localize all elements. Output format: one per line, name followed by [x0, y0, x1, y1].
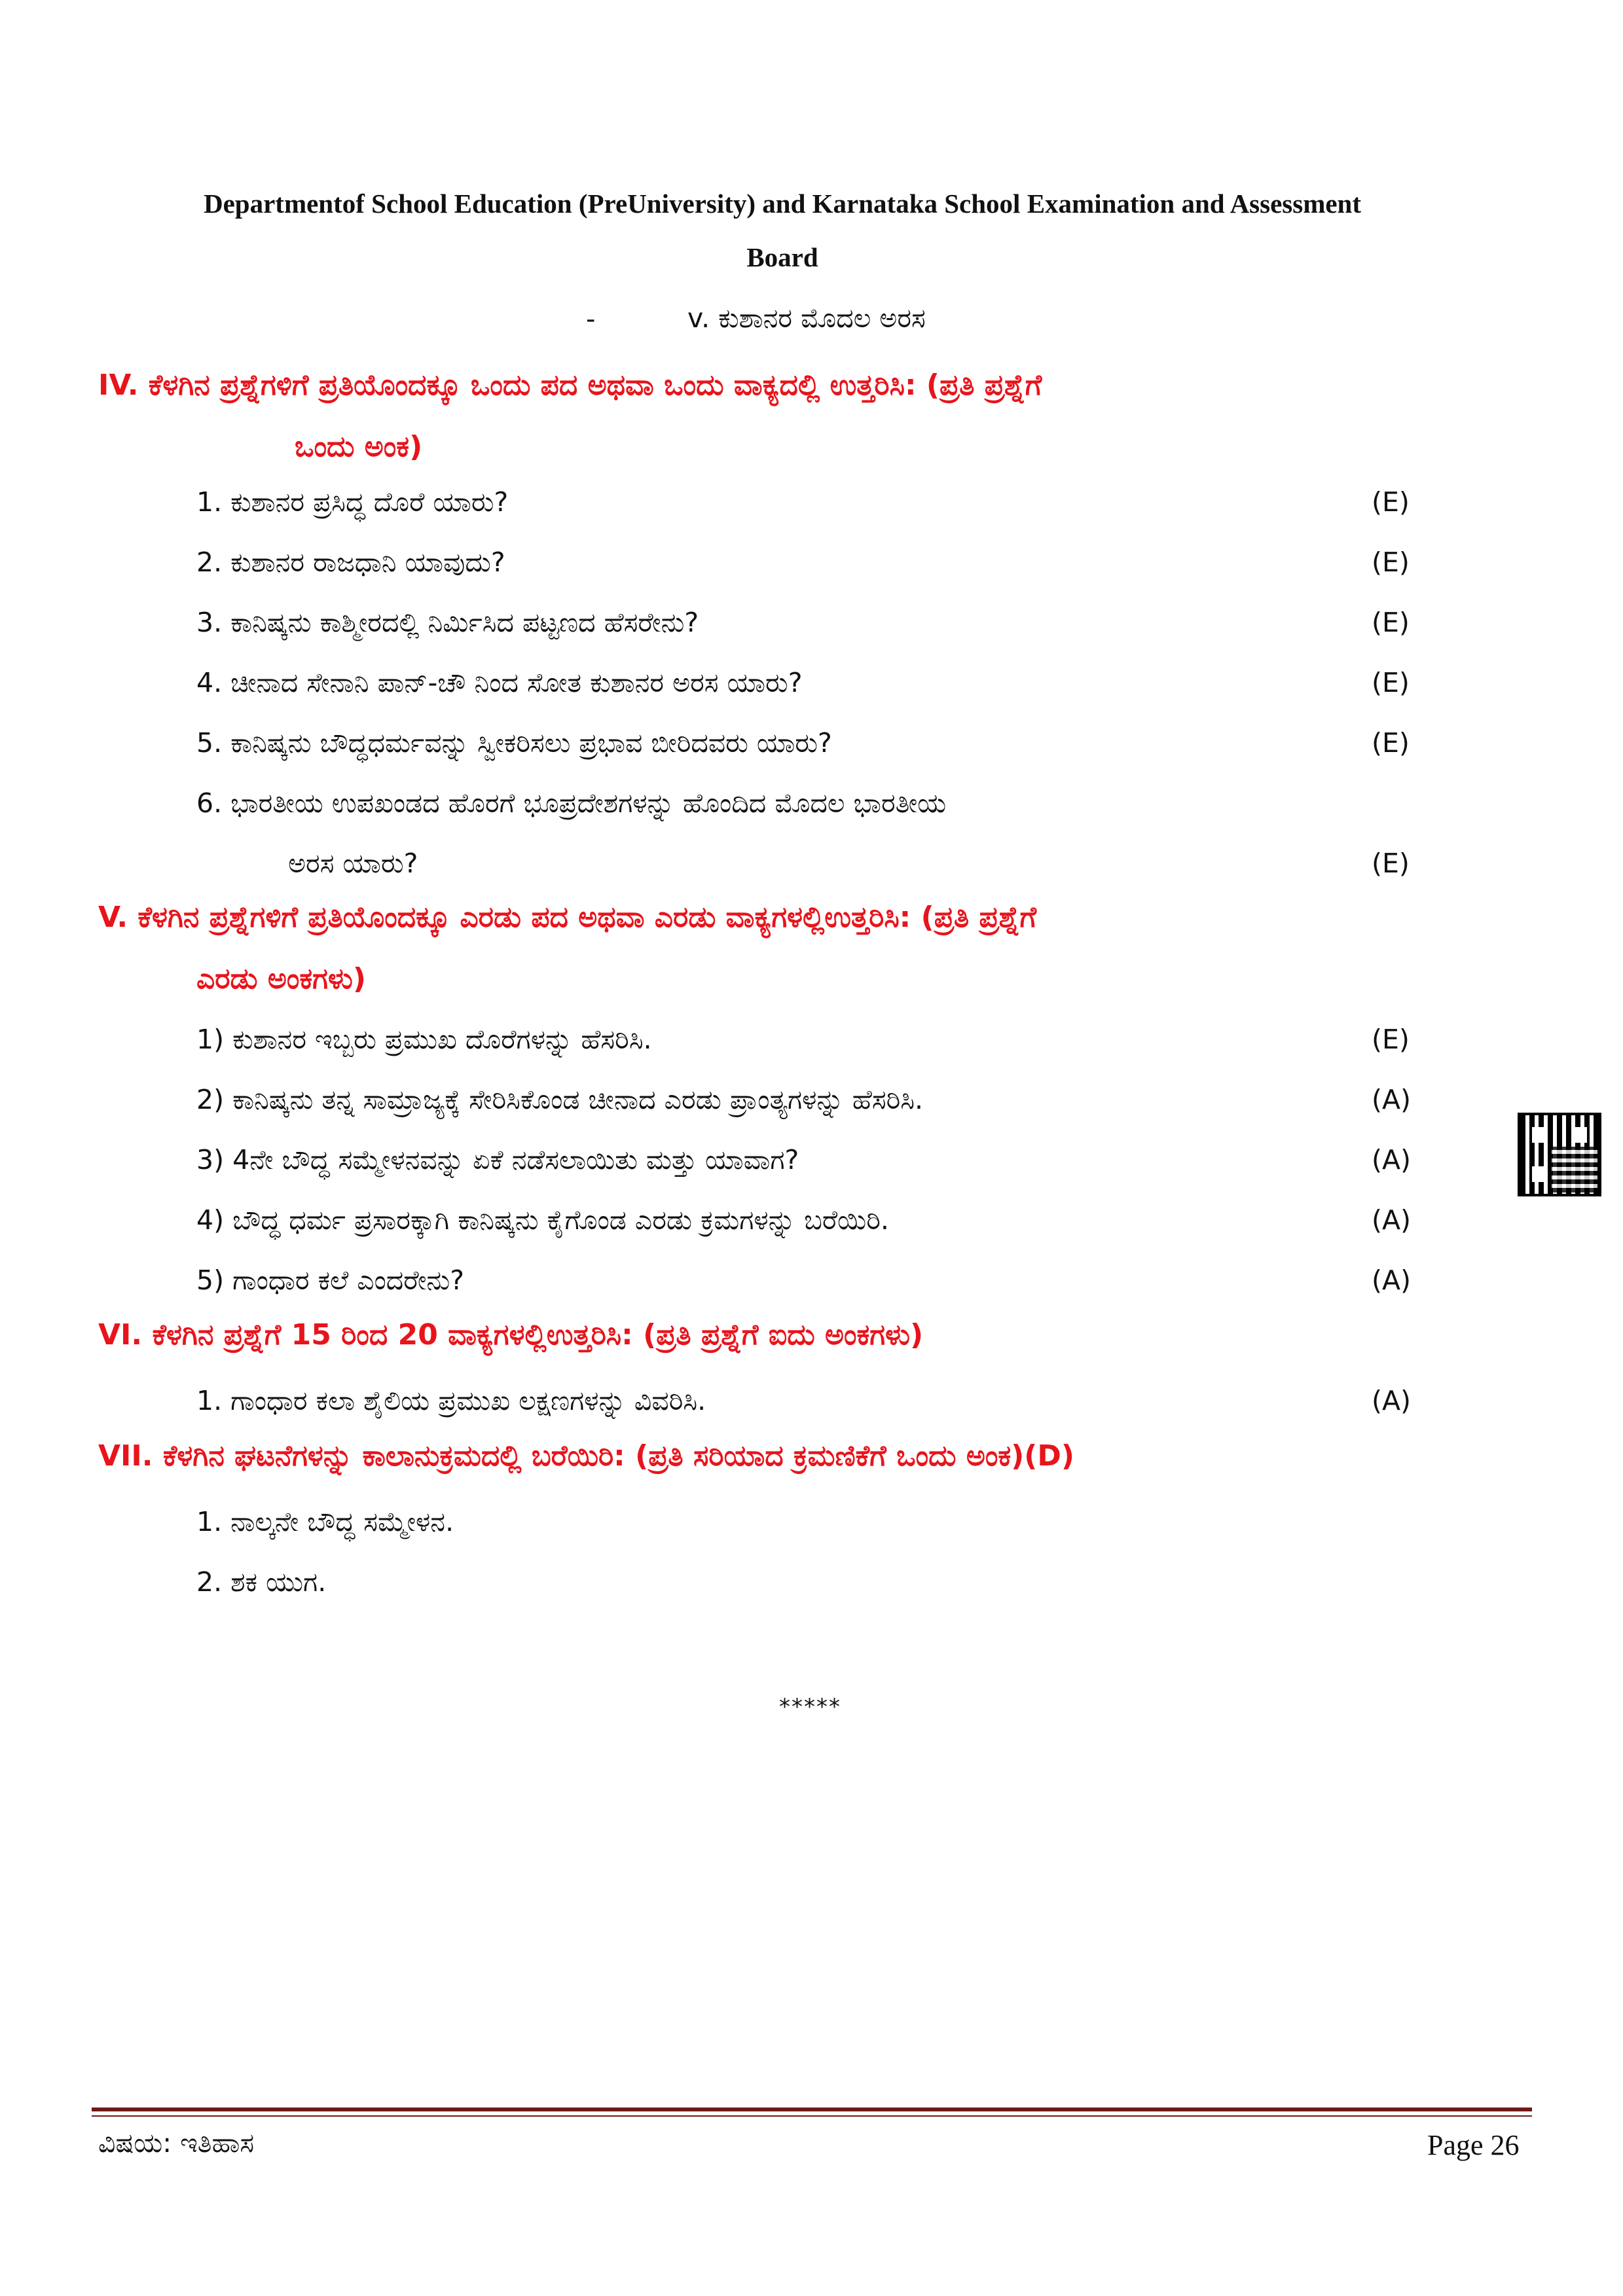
- section-iv-title: [98, 355, 1539, 478]
- question-iv-4-tag: (E): [1372, 667, 1410, 698]
- question-v-5: 5) ಗಾಂಧಾರ ಕಲೆ ಎಂದರೇನು?: [196, 1265, 465, 1296]
- qr-code: [1518, 1113, 1601, 1196]
- question-vii-2: 2. ಶಕ ಯುಗ.: [196, 1566, 327, 1598]
- question-iv-5-tag: (E): [1372, 727, 1410, 759]
- question-iv-2-tag: (E): [1372, 547, 1410, 578]
- question-iv-3-tag: (E): [1372, 607, 1410, 638]
- question-iv-3: 3. ಕಾನಿಷ್ಕನು ಕಾಶ್ಮೀರದಲ್ಲಿ ನಿರ್ಮಿಸಿದ ಪಟ್ಟಣದ ಹೆಸರೇನು?: [196, 607, 699, 638]
- question-v-2: 2) ಕಾನಿಷ್ಕನು ತನ್ನ ಸಾಮ್ರಾಜ್ಯಕ್ಕೆ ಸೇರಿಸಿಕೊಂಡ ಚೀನಾದ ಎರಡು ಪ್ರಾಂತ್ಯಗಳನ್ನು ಹೆಸರಿಸಿ.: [196, 1084, 924, 1115]
- section-vii-title: VII. ಕೆಳಗಿನ ಘಟನೆಗಳನ್ನು ಕಾಲಾನುಕ್ರಮದಲ್ಲಿ ಬರೆಯಿರಿ: (ಪ್ರತಿ ಸರಿಯಾದ ಕ್ರಮಣಿಕೆಗೆ ಒಂದು ಅಂಕ)(D): [98, 1439, 1074, 1473]
- carried-option: v. ಕುಶಾನರ ಮೊದಲ ಅರಸ: [687, 302, 926, 334]
- question-iv-6-tag: (E): [1372, 848, 1410, 879]
- footer-rule-thick: [92, 2108, 1532, 2111]
- footer-rule-thin: [92, 2115, 1532, 2117]
- section-iv-title-line2: ಒಂದು ಅಂಕ): [295, 430, 423, 463]
- question-iv-2: 2. ಕುಶಾನರ ರಾಜಧಾನಿ ಯಾವುದು?: [196, 547, 505, 578]
- section-v-title: [98, 887, 1539, 1010]
- header-line-1: Departmentof School Education (PreUniversity) and Karnataka School Examination and Assessment: [203, 188, 1362, 219]
- question-v-4: 4) ಬೌದ್ಧ ಧರ್ಮ ಪ್ರಸಾರಕ್ಕಾಗಿ ಕಾನಿಷ್ಕನು ಕೈಗೊಂಡ ಎರಡು ಕ್ರಮಗಳನ್ನು ಬರೆಯಿರಿ.: [196, 1204, 889, 1236]
- leading-dash: -: [586, 304, 596, 334]
- question-iv-1-tag: (E): [1372, 486, 1410, 518]
- page-number: Page 26: [1427, 2129, 1520, 2161]
- question-v-4-tag: (A): [1372, 1204, 1412, 1236]
- question-vi-1-tag: (A): [1372, 1385, 1412, 1416]
- section-v-title-line2: ಎರಡು ಅಂಕಗಳು): [196, 962, 366, 996]
- section-iv-title-line1: IV. ಕೆಳಗಿನ ಪ್ರಶ್ನೆಗಳಿಗೆ ಪ್ರತಿಯೊಂದಕ್ಕೂ ಒಂದು ಪದ ಅಥವಾ ಒಂದು ವಾಕ್ಯದಲ್ಲಿ ಉತ್ತರಿಸಿ: (ಪ್ರತಿ ಪ್ರಶ್ನೆಗೆ: [98, 368, 1042, 402]
- header-line-2: Board: [746, 242, 818, 272]
- footer-subject: ವಿಷಯ: ಇತಿಹಾಸ: [98, 2127, 255, 2159]
- question-vi-1: 1. ಗಾಂಧಾರ ಕಲಾ ಶೈಲಿಯ ಪ್ರಮುಖ ಲಕ್ಷಣಗಳನ್ನು ವಿವರಿಸಿ.: [196, 1385, 706, 1416]
- question-v-3-tag: (A): [1372, 1144, 1412, 1175]
- question-iv-4: 4. ಚೀನಾದ ಸೇನಾನಿ ಪಾನ್-ಚೌ ನಿಂದ ಸೋತ ಕುಶಾನರ ಅರಸ ಯಾರು?: [196, 667, 803, 698]
- question-vii-1: 1. ನಾಲ್ಕನೇ ಬೌದ್ಧ ಸಮ್ಮೇಳನ.: [196, 1506, 454, 1537]
- section-vi-title: VI. ಕೆಳಗಿನ ಪ್ರಶ್ನೆಗೆ 15 ರಿಂದ 20 ವಾಕ್ಯಗಳಲ್ಲಿಉತ್ತರಿಸಿ: (ಪ್ರತಿ ಪ್ರಶ್ನೆಗೆ ಐದು ಅಂಕಗಳು): [98, 1318, 924, 1352]
- end-mark: *****: [779, 1694, 841, 1720]
- question-v-2-tag: (A): [1372, 1084, 1412, 1115]
- question-v-1: 1) ಕುಶಾನರ ಇಬ್ಬರು ಪ್ರಮುಖ ದೊರೆಗಳನ್ನು ಹೆಸರಿಸಿ.: [196, 1024, 652, 1055]
- question-v-3: 3) 4ನೇ ಬೌದ್ಧ ಸಮ್ಮೇಳನವನ್ನು ಏಕೆ ನಡೆಸಲಾಯಿತು ಮತ್ತು ಯಾವಾಗ?: [196, 1144, 799, 1175]
- question-iv-1: 1. ಕುಶಾನರ ಪ್ರಸಿದ್ಧ ದೊರೆ ಯಾರು?: [196, 486, 509, 518]
- question-iv-6-line2: ಅರಸ ಯಾರು?: [288, 848, 418, 879]
- question-iv-6-line1: 6. ಭಾರತೀಯ ಉಪಖಂಡದ ಹೊರಗೆ ಭೂಪ್ರದೇಶಗಳನ್ನು ಹೊಂದಿದ ಮೊದಲ ಭಾರತೀಯ: [196, 787, 947, 819]
- question-v-5-tag: (A): [1372, 1265, 1412, 1296]
- section-v-title-line1: V. ಕೆಳಗಿನ ಪ್ರಶ್ನೆಗಳಿಗೆ ಪ್ರತಿಯೊಂದಕ್ಕೂ ಎರಡು ಪದ ಅಥವಾ ಎರಡು ವಾಕ್ಯಗಳಲ್ಲಿಉತ್ತರಿಸಿ: (ಪ್ರತಿ ಪ್ರಶ್ನೆಗೆ: [98, 901, 1037, 934]
- question-v-1-tag: (E): [1372, 1024, 1410, 1055]
- board-header: [98, 177, 1467, 284]
- question-iv-6: [196, 783, 946, 883]
- question-iv-5: 5. ಕಾನಿಷ್ಕನು ಬೌದ್ಧಧರ್ಮವನ್ನು ಸ್ವೀಕರಿಸಲು ಪ್ರಭಾವ ಬೀರಿದವರು ಯಾರು?: [196, 727, 832, 759]
